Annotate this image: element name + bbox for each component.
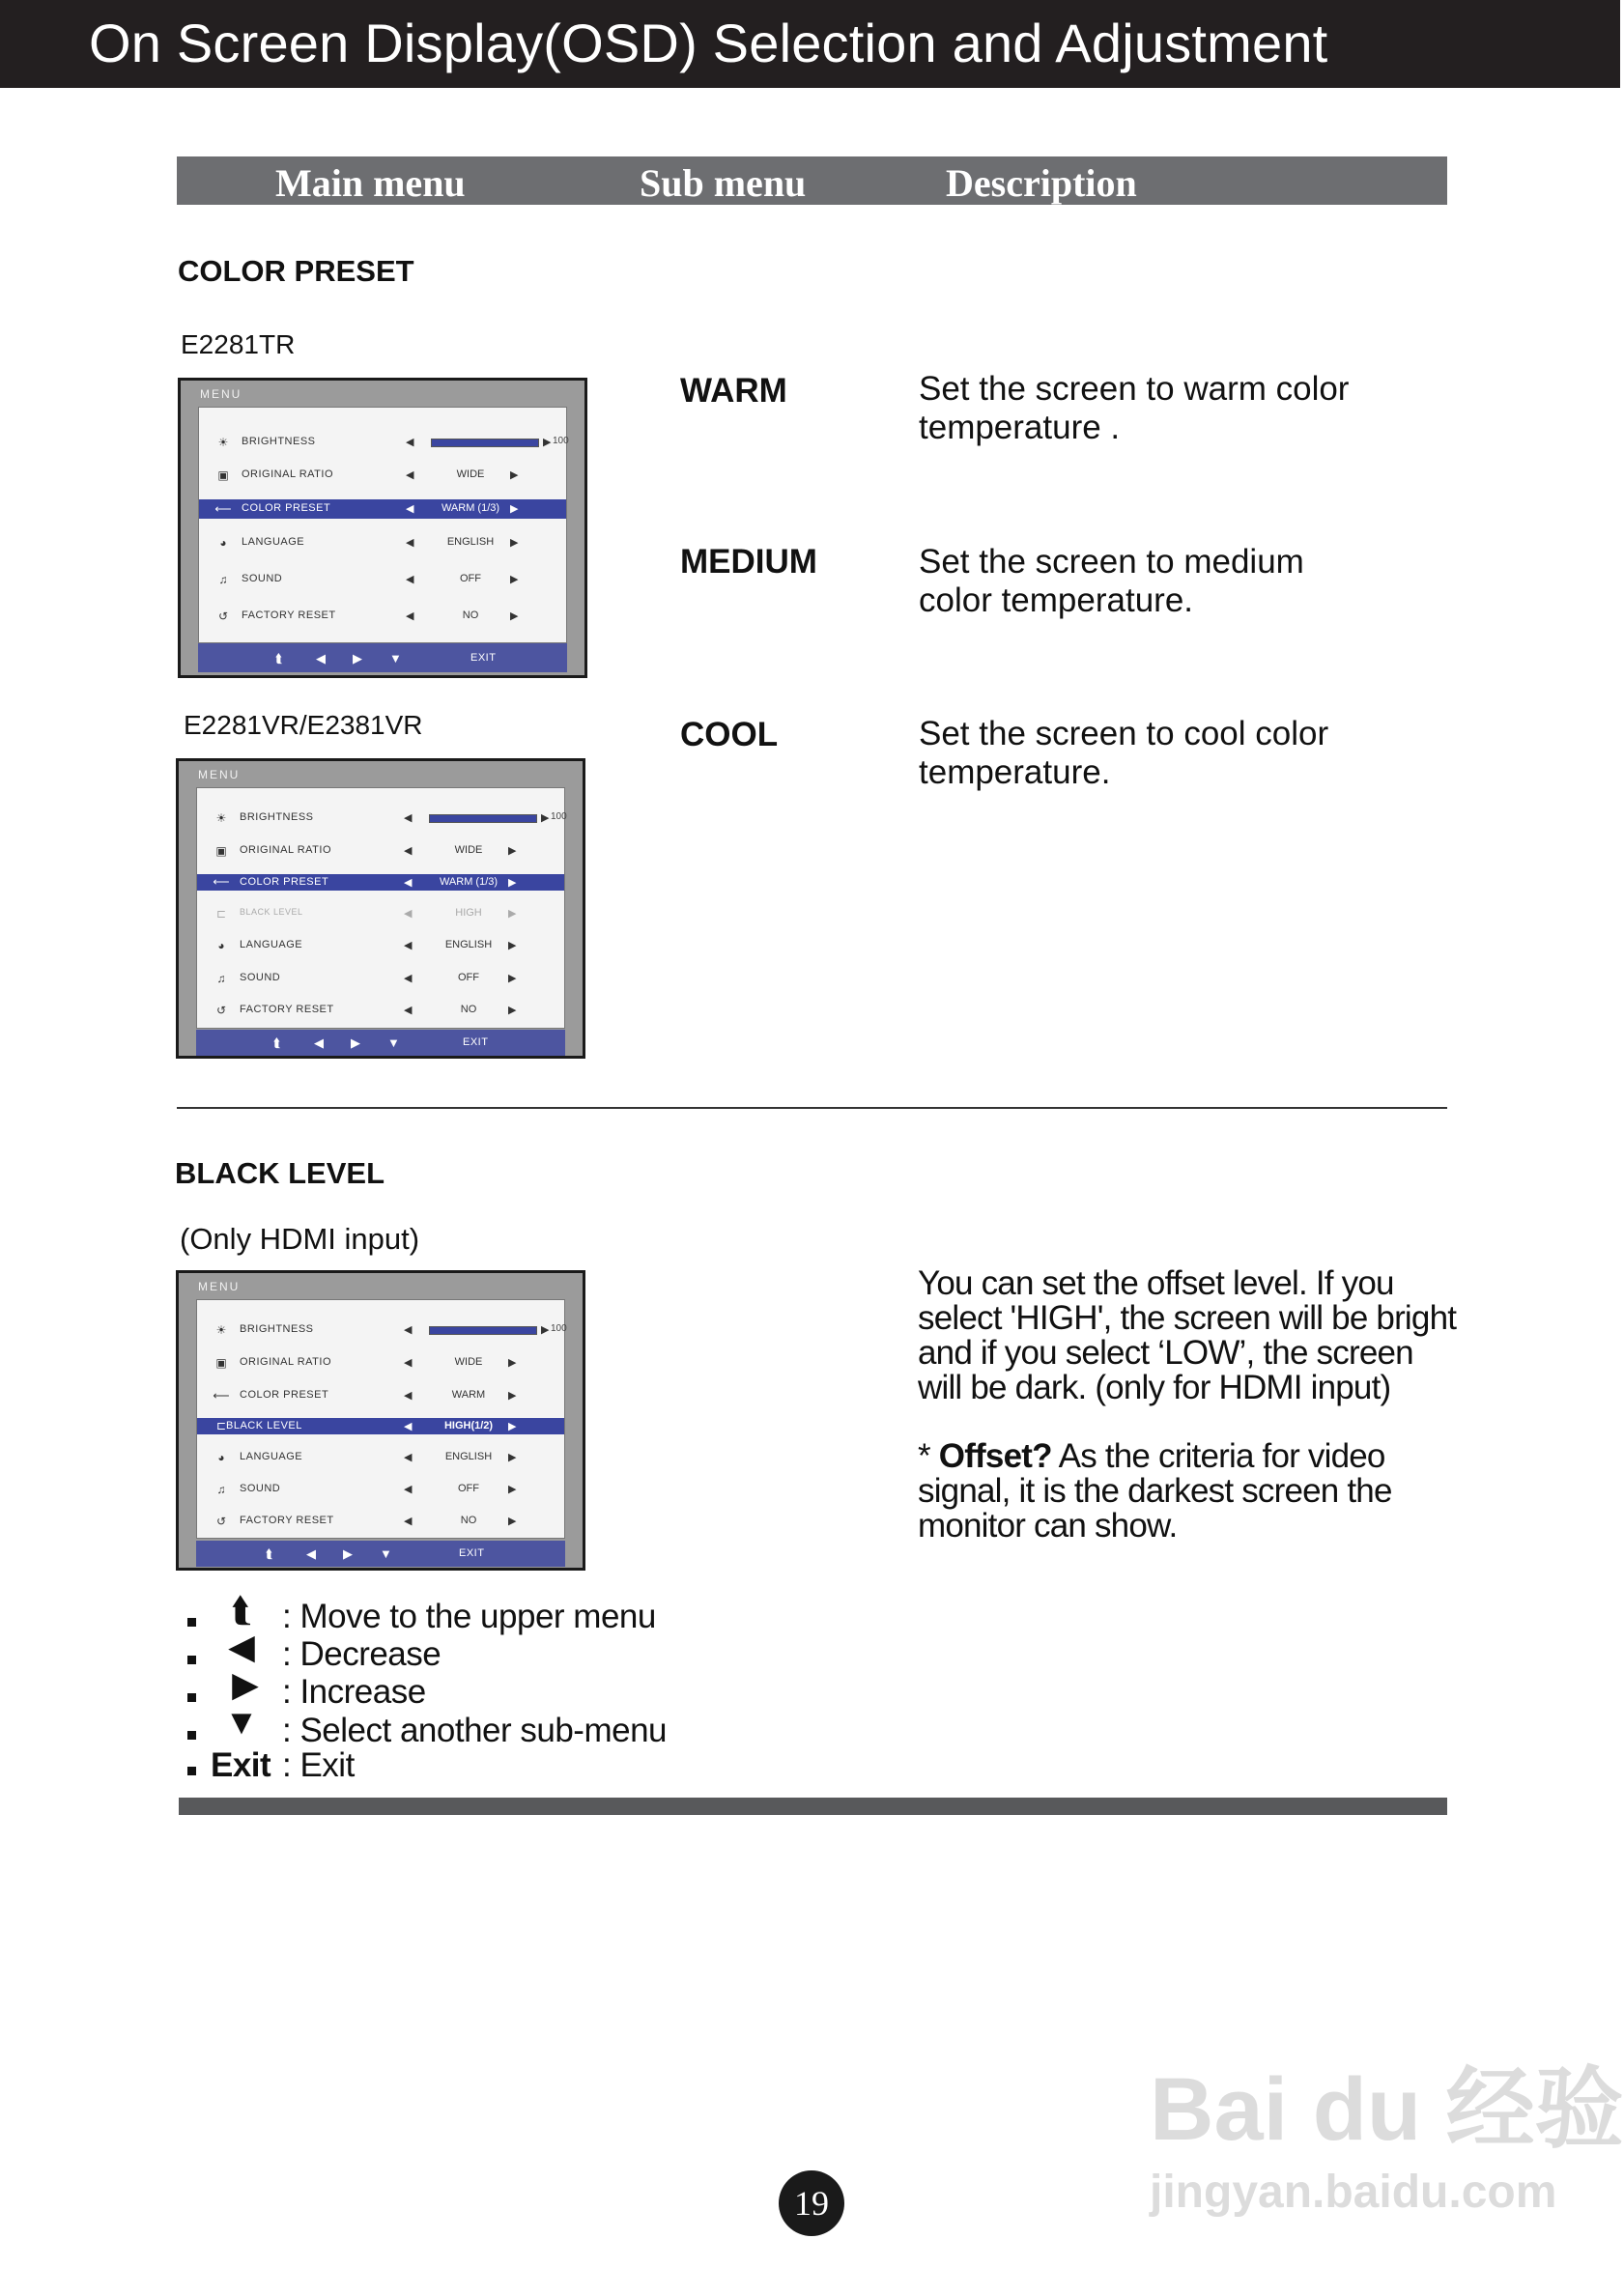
osd-row-value: OFF	[458, 1483, 479, 1494]
globe-icon: ◕	[217, 1451, 225, 1464]
right-arrow-icon: ▶	[508, 877, 517, 889]
legend-bullet	[187, 1656, 196, 1664]
upper-menu-icon: ⮬	[266, 1546, 273, 1561]
right-arrow-icon: ▶	[541, 1324, 550, 1336]
globe-icon: ◕	[217, 939, 225, 952]
osd-screenshot-black-level	[176, 1270, 585, 1571]
osd-row-sound	[197, 969, 564, 988]
left-arrow-icon: ◀	[406, 537, 414, 549]
left-arrow-icon: ◀	[404, 1324, 413, 1336]
legend-text: : Exit	[282, 1746, 355, 1784]
offset-note	[918, 1439, 1430, 1544]
right-arrow-icon: ▶	[510, 574, 519, 585]
right-arrow-icon: ▶	[508, 1390, 517, 1402]
osd-row-ratio	[197, 1353, 564, 1373]
brightness-value: 100	[553, 436, 569, 446]
osd-row-value: ENGLISH	[444, 1451, 493, 1462]
left-arrow-icon: ◀	[406, 469, 414, 481]
desc-cool: Set the screen to cool color temperature.	[919, 715, 1329, 791]
brightness-value: 100	[551, 1323, 567, 1334]
reset-icon: ↺	[217, 609, 229, 623]
osd-row-factory-reset	[199, 607, 566, 626]
osd-panel	[198, 407, 567, 643]
model-e2281tr: E2281TR	[181, 329, 296, 359]
color-preset-icon: ⟵	[213, 1389, 230, 1403]
right-arrow-icon: ▶	[543, 437, 552, 448]
model-e2281vr-e2381vr: E2281VR/E2381VR	[184, 710, 423, 740]
right-arrow-icon: ▶	[510, 503, 519, 515]
right-arrow-icon: ▶	[510, 537, 519, 549]
right-arrow-icon: ▶	[508, 1005, 517, 1016]
left-arrow-icon: ◀	[404, 908, 413, 920]
osd-row-label: COLOR PRESET	[242, 502, 331, 514]
osd-footer	[198, 643, 567, 672]
osd-row-label: BLACK LEVEL	[226, 1420, 302, 1431]
osd-row-label: ORIGINAL RATIO	[240, 844, 332, 856]
osd-row-value: HIGH(1/2)	[443, 1420, 494, 1431]
right-arrow-icon: ▶	[508, 908, 517, 920]
left-arrow-icon: ◀	[316, 651, 326, 666]
globe-icon: ◕	[219, 536, 227, 550]
upper-menu-icon: ⮬	[275, 651, 283, 666]
left-arrow-icon: ◀	[406, 503, 414, 515]
left-arrow-icon: ◀	[404, 1452, 413, 1463]
osd-exit-label: EXIT	[463, 1036, 489, 1048]
osd-row-value: WIDE	[454, 1356, 483, 1368]
music-note-icon: ♫	[216, 972, 226, 985]
left-arrow-icon: ◀	[314, 1035, 324, 1050]
brightness-bar	[429, 814, 537, 823]
osd-row-value: WARM	[451, 1389, 486, 1401]
osd-row-label: ORIGINAL RATIO	[242, 468, 334, 480]
osd-row-value: NO	[460, 1515, 477, 1526]
osd-row-ratio	[199, 466, 566, 485]
right-arrow-icon: ▶	[508, 1357, 517, 1369]
left-arrow-icon: ◀	[404, 845, 413, 857]
color-preset-icon: ⟵	[213, 875, 230, 889]
left-arrow-icon: ◀	[406, 610, 414, 622]
sun-icon: ☀	[217, 436, 229, 449]
osd-row-brightness	[199, 433, 569, 452]
legend-text: : Increase	[282, 1673, 426, 1711]
osd-row-black-level	[197, 1418, 564, 1434]
osd-row-brightness	[197, 1320, 567, 1340]
music-note-icon: ♫	[216, 1483, 226, 1496]
right-arrow-icon: ▶	[508, 973, 517, 984]
osd-row-value: ENGLISH	[444, 939, 493, 950]
legend-exit-label: Exit	[211, 1746, 271, 1784]
osd-row-brightness	[197, 808, 567, 828]
right-arrow-icon: ▶	[508, 845, 517, 857]
osd-row-label: BRIGHTNESS	[240, 811, 314, 823]
right-arrow-icon: ▶	[510, 610, 519, 622]
legend-text: : Select another sub-menu	[282, 1712, 668, 1749]
osd-row-color-preset	[199, 499, 566, 519]
page-number: 19	[779, 2170, 844, 2236]
brightness-bar	[431, 439, 539, 447]
desc-medium: Set the screen to medium color temperature.	[919, 543, 1304, 619]
color-preset-icon: ⟵	[214, 502, 232, 516]
left-arrow-icon: ◀	[404, 1516, 413, 1527]
left-arrow-icon: ◀	[406, 574, 414, 585]
music-note-icon: ♫	[218, 573, 228, 586]
osd-row-label: BLACK LEVEL	[240, 907, 303, 917]
left-arrow-icon: ◀	[404, 1421, 413, 1432]
ratio-icon: ▣	[215, 844, 227, 858]
left-arrow-icon: ◀	[404, 1390, 413, 1402]
left-arrow-icon: ◀	[406, 437, 414, 448]
black-level-title: BLACK LEVEL	[175, 1156, 385, 1190]
bottom-rule	[179, 1798, 1447, 1815]
legend-text: : Move to the upper menu	[282, 1598, 656, 1635]
left-arrow-icon: ◀	[404, 1357, 413, 1369]
baidu-watermark	[1150, 2038, 1624, 2219]
osd-row-label: LANGUAGE	[240, 1451, 303, 1462]
left-arrow-icon: ◀	[404, 1005, 413, 1016]
sun-icon: ☀	[215, 811, 227, 825]
decrease-icon: ◀	[228, 1627, 255, 1666]
brightness-bar	[429, 1326, 537, 1335]
osd-row-color-preset	[197, 874, 564, 891]
ratio-icon: ▣	[215, 1356, 227, 1370]
legend-bullet	[187, 1731, 196, 1740]
column-header-bar	[177, 156, 1447, 205]
black-level-description: You can set the offset level. If you select 'HIGH', the screen will be bright and if you select ‘LOW’, the screen will be dark. (only for HDMI input)	[918, 1264, 1457, 1406]
down-icon: ▼	[224, 1702, 259, 1742]
osd-row-language	[199, 533, 566, 553]
osd-row-label: FACTORY RESET	[242, 609, 336, 621]
osd-row-language	[197, 936, 564, 955]
osd-panel	[196, 1299, 565, 1539]
osd-row-color-preset	[197, 1386, 564, 1405]
legend-bullet	[187, 1693, 196, 1702]
section-divider	[177, 1107, 1447, 1109]
left-arrow-icon: ◀	[404, 812, 413, 824]
desc-warm: Set the screen to warm color temperature .	[919, 370, 1350, 446]
down-arrow-icon: ▼	[389, 651, 402, 666]
osd-row-label: SOUND	[242, 573, 283, 584]
osd-row-value: OFF	[460, 573, 481, 584]
osd-row-sound	[197, 1480, 564, 1499]
right-arrow-icon: ▶	[508, 940, 517, 951]
upper-menu-icon: ⮬	[273, 1035, 281, 1050]
osd-exit-label: EXIT	[459, 1547, 485, 1559]
right-arrow-icon: ▶	[508, 1484, 517, 1495]
osd-row-value: HIGH	[455, 907, 482, 919]
down-arrow-icon: ▼	[387, 1035, 400, 1050]
osd-row-factory-reset	[197, 1512, 564, 1531]
column-description: Description	[946, 161, 1137, 205]
right-arrow-icon: ▶	[510, 469, 519, 481]
legend-text: : Decrease	[282, 1635, 442, 1673]
black-level-icon: ⊏	[215, 907, 227, 921]
right-arrow-icon: ▶	[508, 1516, 517, 1527]
osd-row-ratio	[197, 841, 564, 861]
osd-exit-label: EXIT	[470, 652, 497, 664]
reset-icon: ↺	[215, 1515, 227, 1528]
osd-row-black-level	[197, 904, 564, 923]
left-arrow-icon: ◀	[404, 1484, 413, 1495]
offset-asterisk: *	[918, 1437, 930, 1475]
osd-row-value: WARM (1/3)	[439, 876, 499, 888]
osd-row-label: ORIGINAL RATIO	[240, 1356, 332, 1368]
osd-row-value: ENGLISH	[446, 536, 495, 548]
left-arrow-icon: ◀	[404, 940, 413, 951]
increase-icon: ▶	[232, 1664, 259, 1704]
sub-cool: COOL	[680, 716, 779, 753]
osd-row-factory-reset	[197, 1001, 564, 1020]
left-arrow-icon: ◀	[404, 973, 413, 984]
osd-menu-title: MENU	[198, 1280, 241, 1293]
osd-row-value: WIDE	[456, 468, 485, 480]
osd-row-sound	[199, 570, 566, 589]
osd-footer	[196, 1030, 565, 1056]
right-arrow-icon: ▶	[508, 1452, 517, 1463]
osd-row-label: SOUND	[240, 972, 281, 983]
osd-screenshot-e2281tr	[178, 378, 587, 678]
osd-row-value: WIDE	[454, 844, 483, 856]
osd-row-value: NO	[460, 1004, 477, 1015]
osd-row-value: OFF	[458, 972, 479, 983]
legend-bullet	[187, 1767, 196, 1775]
osd-row-label: BRIGHTNESS	[242, 436, 316, 447]
ratio-icon: ▣	[217, 468, 229, 482]
page-header	[0, 0, 1620, 88]
column-main-menu: Main menu	[275, 161, 466, 205]
osd-row-label: LANGUAGE	[240, 939, 303, 950]
down-arrow-icon: ▼	[380, 1546, 392, 1561]
osd-row-value: WARM (1/3)	[441, 502, 500, 514]
osd-row-label: FACTORY RESET	[240, 1004, 334, 1015]
osd-menu-title: MENU	[198, 768, 241, 781]
osd-row-label: COLOR PRESET	[240, 876, 329, 888]
osd-row-value: NO	[462, 609, 479, 621]
right-arrow-icon: ▶	[351, 1035, 360, 1050]
column-sub-menu: Sub menu	[640, 161, 807, 205]
osd-row-language	[197, 1448, 564, 1467]
legend	[184, 1590, 860, 1787]
osd-footer	[196, 1541, 565, 1567]
osd-row-label: COLOR PRESET	[240, 1389, 329, 1401]
upper-menu-icon: ⮬	[231, 1590, 252, 1630]
sub-warm: WARM	[680, 372, 787, 410]
color-preset-title: COLOR PRESET	[178, 254, 414, 288]
watermark-line1: Bai du 经验	[1150, 2060, 1624, 2159]
reset-icon: ↺	[215, 1004, 227, 1017]
osd-screenshot-e2281vr	[176, 758, 585, 1059]
osd-row-label: BRIGHTNESS	[240, 1323, 314, 1335]
right-arrow-icon: ▶	[541, 812, 550, 824]
page-title: On Screen Display(OSD) Selection and Adjustment	[89, 13, 1328, 73]
sub-medium: MEDIUM	[680, 543, 817, 581]
black-level-icon: ⊏	[215, 1419, 227, 1432]
osd-row-label: SOUND	[240, 1483, 281, 1494]
left-arrow-icon: ◀	[404, 877, 413, 889]
legend-bullet	[187, 1618, 196, 1627]
black-level-note: (Only HDMI input)	[180, 1222, 420, 1256]
left-arrow-icon: ◀	[306, 1546, 316, 1561]
osd-panel	[196, 787, 565, 1029]
sun-icon: ☀	[215, 1323, 227, 1337]
watermark-line2: jingyan.baidu.com	[1150, 2167, 1557, 2218]
right-arrow-icon: ▶	[353, 651, 362, 666]
osd-row-label: FACTORY RESET	[240, 1515, 334, 1526]
right-arrow-icon: ▶	[508, 1421, 517, 1432]
offset-term: Offset?	[938, 1437, 1052, 1475]
offset-definition: As the criteria for video signal, it is the darkest screen the monitor can show.	[918, 1437, 1392, 1545]
osd-menu-title: MENU	[200, 387, 242, 401]
brightness-value: 100	[551, 811, 567, 822]
osd-row-label: LANGUAGE	[242, 536, 305, 548]
right-arrow-icon: ▶	[343, 1546, 353, 1561]
